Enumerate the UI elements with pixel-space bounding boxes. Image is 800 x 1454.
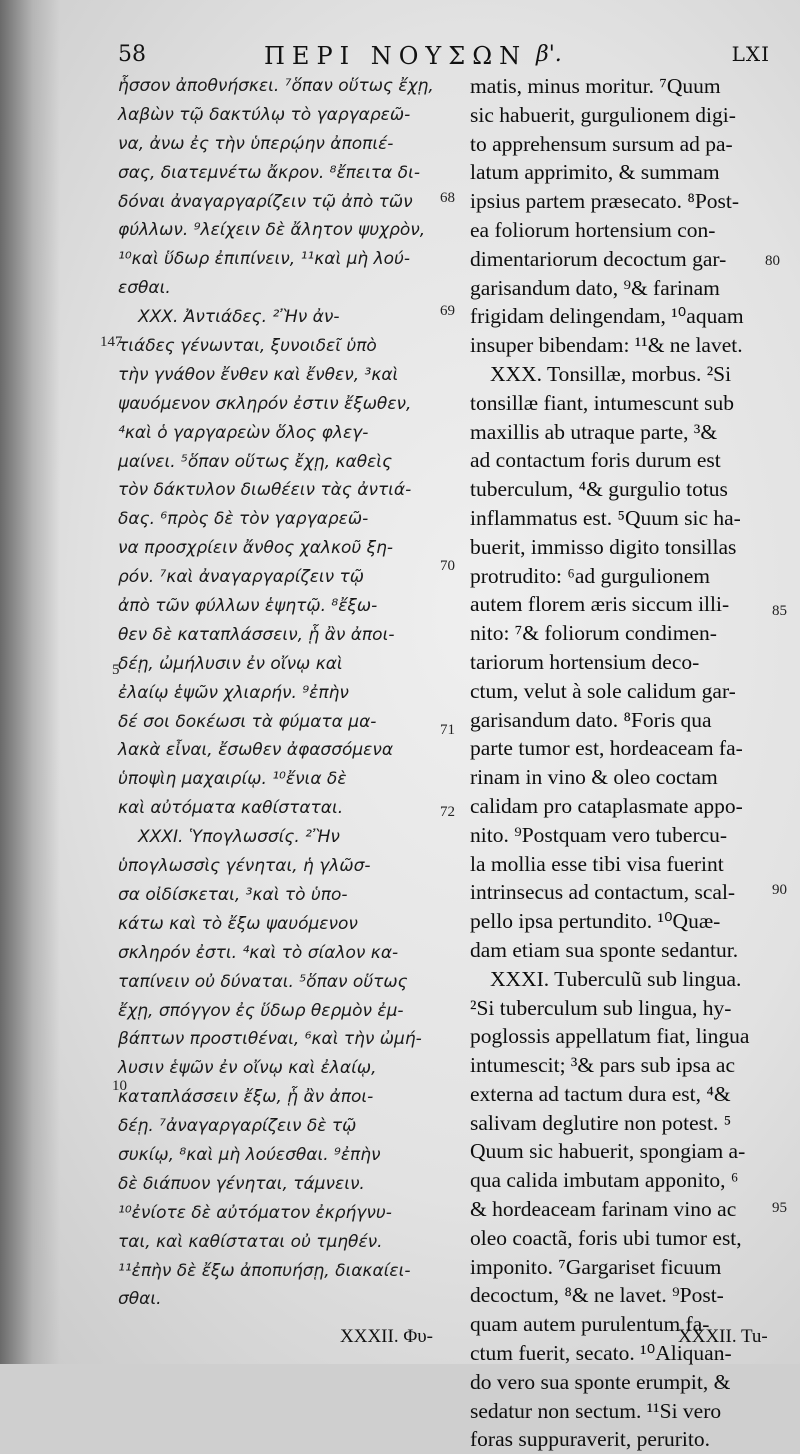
book-number: β'. bbox=[536, 42, 562, 67]
text-line: salivam deglutire non potest. ⁵ bbox=[470, 1110, 732, 1135]
text-line: quam autem purulentum fa- bbox=[470, 1312, 710, 1337]
text-line: λακὰ εἶναι, ἔσωθεν ἀφασσόμενα bbox=[118, 740, 394, 761]
text-line: συκίῳ, ⁸καὶ μὴ λούεσθαι. ⁹ἐπὴν bbox=[118, 1144, 381, 1165]
text-line: βάπτων προστιθέναι, ⁶καὶ τὴν ὠμή- bbox=[118, 1029, 422, 1050]
margin-number: 147 bbox=[100, 334, 123, 350]
text-line: λυσιν ἑψῶν ἐν οἴνῳ καὶ ἐλαίῳ, bbox=[118, 1058, 377, 1079]
folio-number: LXI bbox=[731, 42, 770, 66]
text-line: λαβὼν τῷ δακτύλῳ τὸ γαργαρεῶ- bbox=[118, 104, 411, 125]
text-line: & hordeaceam farinam vino ac bbox=[470, 1197, 737, 1222]
text-line: δόναι ἀναγαργαρίζειν τῷ ἀπὸ τῶν bbox=[118, 191, 413, 212]
text-line: dimentariorum decoctum gar- bbox=[470, 246, 727, 271]
text-line: intrinsecus ad contactum, scal- bbox=[470, 880, 736, 905]
text-line: τὴν γνάθον ἔνθεν καὶ ἔνθεν, ³καὶ bbox=[118, 364, 399, 385]
text-line: σας, διατεμνέτω ἄκρον. ⁸ἔπειτα δι- bbox=[118, 162, 420, 183]
text-line: autem florem æris siccum illi- bbox=[470, 592, 730, 617]
text-line: inflammatus est. ⁵Quum sic ha- bbox=[470, 505, 741, 530]
margin-number: 10 bbox=[112, 1078, 127, 1094]
text-line: καταπλάσσειν ἔξω, ᾗ ἂν ἀποι- bbox=[118, 1087, 374, 1108]
page-number: 58 bbox=[118, 42, 146, 67]
text-line: δέῃ, ὠμήλυσιν ἐν οἴνῳ καὶ bbox=[118, 653, 343, 674]
text-line: frigidam delingendam, ¹⁰aquam bbox=[470, 304, 744, 329]
margin-number: 80 bbox=[765, 253, 780, 269]
text-line: δὲ διάπυον γένηται, τάμνειν. bbox=[118, 1173, 365, 1194]
text-line: ἀπὸ τῶν φύλλων ἑψητῷ. ⁸ἔξω- bbox=[118, 596, 378, 617]
text-line: imponito. ⁷Gargariset ficuum bbox=[470, 1254, 722, 1279]
text-line: ¹¹ἐπὴν δὲ ἔξω ἀποπυήσῃ, διακαίει- bbox=[118, 1260, 411, 1281]
text-line: pello ipsa pertundito. ¹⁰Quæ- bbox=[470, 909, 721, 934]
margin-number: 5 bbox=[112, 662, 120, 678]
text-line: ἐλαίῳ ἑψῶν χλιαρήν. ⁹ἐπὴν bbox=[118, 682, 349, 703]
margin-number: 90 bbox=[772, 882, 787, 898]
text-line: XXXI. Tuberculũ sub lingua. bbox=[490, 966, 742, 991]
text-line: ⁴καὶ ὁ γαργαρεὼν ὅλος φλεγ- bbox=[118, 422, 369, 443]
text-line: oleo coactã, foris ubi tumor est, bbox=[470, 1225, 742, 1250]
text-line: ea foliorum hortensium con- bbox=[470, 217, 716, 242]
text-line: qua calida imbutam apponito, ⁶ bbox=[470, 1168, 739, 1193]
text-line: poglossis appellatum fiat, lingua bbox=[470, 1024, 750, 1049]
text-line: tonsillæ fiant, intumescunt sub bbox=[470, 390, 734, 415]
text-line: nito: ⁷& foliorum condimen- bbox=[470, 621, 717, 646]
text-line: ὑποψὶη μαχαιρίῳ. ¹⁰ἔνια δὲ bbox=[118, 769, 347, 790]
margin-number: 70 bbox=[440, 558, 455, 574]
text-line: ²Si tuberculum sub lingua, hy- bbox=[470, 995, 732, 1020]
margin-number: 72 bbox=[440, 804, 455, 820]
text-line: tariorum hortensium deco- bbox=[470, 649, 700, 674]
text-line: σκληρόν ἐστι. ⁴καὶ τὸ σίαλον κα- bbox=[118, 942, 399, 963]
text-line: to apprehensum sursum ad pa- bbox=[470, 131, 733, 156]
text-line: ταπίνειν οὐ δύναται. ⁵ὅπαν οὕτως bbox=[118, 971, 408, 992]
latin-catchword: XXXII. Tu- bbox=[678, 1326, 768, 1347]
text-line: δέ σοι δοκέωσι τὰ φύματα μα- bbox=[118, 711, 377, 732]
text-line: la mollia esse tibi visa fuerint bbox=[470, 851, 724, 876]
text-line: nito. ⁹Postquam vero tubercu- bbox=[470, 822, 728, 847]
text-line: καὶ αὐτόματα καθίσταται. bbox=[118, 798, 344, 819]
text-line: ctum fuerit, secato. ¹⁰Aliquan- bbox=[470, 1341, 732, 1366]
text-line: latum apprimito, & summam bbox=[470, 160, 720, 185]
text-line: να, ἀνω ἐς τὴν ὑπερῴην ἀποπιέ- bbox=[118, 133, 394, 154]
text-line: θεν δὲ καταπλάσσειν, ᾗ ἂν ἀποι- bbox=[118, 624, 395, 645]
text-line: Quum sic habuerit, spongiam a- bbox=[470, 1139, 746, 1164]
text-line: σθαι. bbox=[118, 1289, 162, 1310]
text-line: externa ad tactum dura est, ⁴& bbox=[470, 1081, 731, 1106]
text-line: ΧΧΧ. Ἀντιάδες. ²Ἢν ἀν- bbox=[138, 307, 340, 328]
text-line: protrudito: ⁶ad gurgulionem bbox=[470, 563, 710, 588]
margin-number: 69 bbox=[440, 303, 455, 319]
text-line: ipsius partem præsecato. ⁸Post- bbox=[470, 189, 740, 214]
text-line: δέῃ. ⁷ἀναγαργαρίζειν δὲ τῷ bbox=[118, 1116, 357, 1137]
text-line: τιάδες γένωνται, ξυνοιδεῖ ὑπὸ bbox=[118, 336, 377, 357]
greek-catchword: ΧΧΧΙΙ. Φυ- bbox=[340, 1326, 433, 1347]
text-line: κάτω καὶ τὸ ἔξω ψαυόμενον bbox=[118, 913, 358, 934]
text-line: rinam in vino & oleo coctam bbox=[470, 765, 718, 790]
text-line: maxillis ab utraque parte, ³& bbox=[470, 419, 718, 444]
running-head: ΠΕΡΙ ΝΟΥΣΩΝ bbox=[264, 42, 528, 70]
latin-text-column bbox=[470, 72, 770, 1454]
text-line: intumescit; ³& pars sub ipsa ac bbox=[470, 1053, 735, 1078]
margin-number: 71 bbox=[440, 722, 455, 738]
text-line: tuberculum, ⁴& gurgulio totus bbox=[470, 477, 728, 502]
margin-number: 68 bbox=[440, 190, 455, 206]
text-line: ad contactum foris durum est bbox=[470, 448, 721, 473]
text-line: decoctum, ⁸& ne lavet. ⁹Post- bbox=[470, 1283, 724, 1308]
text-line: να προσχρίειν ἄνθος χαλκοῦ ξη- bbox=[118, 538, 394, 559]
text-line: XXX. Tonsillæ, morbus. ²Si bbox=[490, 361, 732, 386]
text-line: ρόν. ⁷καὶ ἀναγαργαρίζειν τῷ bbox=[118, 567, 365, 588]
margin-number: 95 bbox=[772, 1200, 787, 1216]
text-line: dam etiam sua sponte sedantur. bbox=[470, 937, 739, 962]
text-line: parte tumor est, hordeaceam fa- bbox=[470, 736, 743, 761]
text-line: ὑπογλωσσὶς γένηται, ἡ γλῶσ- bbox=[118, 856, 371, 877]
text-line: matis, minus moritur. ⁷Quum bbox=[470, 74, 721, 98]
text-line: ΧΧΧΙ. Ὑπογλωσσίς. ²Ἢν bbox=[138, 827, 340, 848]
text-line: sedatur non sectum. ¹¹Si vero bbox=[470, 1398, 722, 1423]
gutter-shadow bbox=[0, 0, 60, 1364]
text-line: δας. ⁶πρὸς δὲ τὸν γαργαρεῶ- bbox=[118, 509, 369, 530]
text-line: do vero sua sponte erumpit, & bbox=[470, 1369, 731, 1394]
text-line: ται, καὶ καθίσταται οὐ τμηθέν. bbox=[118, 1231, 383, 1252]
text-line: εσθαι. bbox=[118, 278, 171, 299]
margin-number: 85 bbox=[772, 603, 787, 619]
text-line: ἔχῃ, σπόγγον ἐς ὕδωρ θερμὸν ἐμ- bbox=[118, 1000, 404, 1021]
text-line: ἧσσον ἀποθνήσκει. ⁷ὅπαν οὕτως ἔχῃ, bbox=[118, 76, 434, 96]
text-line: μαίνει. ⁵ὅπαν οὕτως ἔχῃ, καθεὶς bbox=[118, 451, 393, 472]
text-line: buerit, immisso digito tonsillas bbox=[470, 534, 737, 559]
text-line: ¹⁰καὶ ὕδωρ ἐπιπίνειν, ¹¹καὶ μὴ λού- bbox=[118, 249, 411, 270]
text-line: garisandum dato. ⁸Foris qua bbox=[470, 707, 712, 732]
text-line: τὸν δάκτυλον διωθέειν τὰς ἀντιά- bbox=[118, 480, 412, 501]
text-line: ctum, velut à sole calidum gar- bbox=[470, 678, 736, 703]
text-line: σα οἰδίσκεται, ³καὶ τὸ ὑπο- bbox=[118, 884, 348, 905]
text-line: φύλλων. ⁹λείχειν δὲ ἄλητον ψυχρὸν, bbox=[118, 220, 426, 241]
text-line: insuper bibendam: ¹¹& ne lavet. bbox=[470, 333, 743, 358]
text-line: garisandum dato, ⁹& farinam bbox=[470, 275, 720, 300]
text-line: ¹⁰ἐνίοτε δὲ αὐτόματον ἐκρήγνυ- bbox=[118, 1202, 392, 1223]
text-line: ψαυόμενον σκληρόν ἐστιν ἔξωθεν, bbox=[118, 393, 412, 414]
text-line: sic habuerit, gurgulionem digi- bbox=[470, 102, 736, 127]
greek-text-column bbox=[118, 72, 440, 1314]
page-header bbox=[118, 42, 770, 76]
text-line: foras suppuraverit, perurito. bbox=[470, 1427, 711, 1452]
text-line: calidam pro cataplasmate appo- bbox=[470, 793, 743, 818]
